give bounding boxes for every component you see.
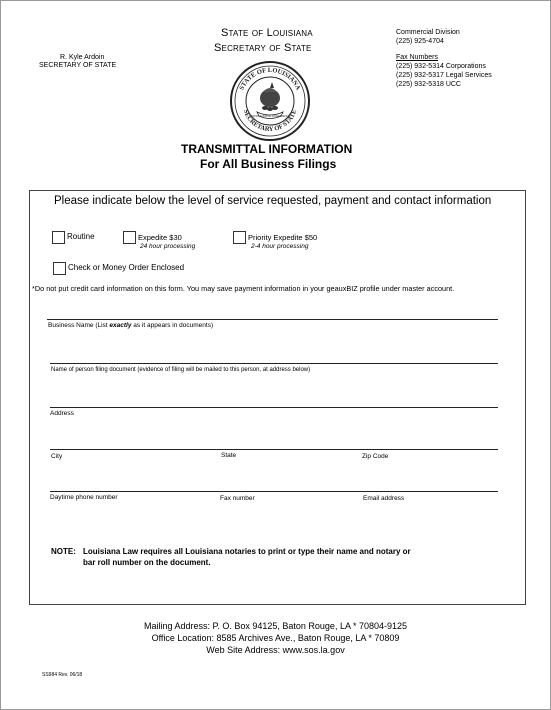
fax-legal: (225) 932-5317 Legal Services	[396, 72, 492, 79]
seal-text-bottom: SECRETARY OF STATE	[241, 108, 299, 134]
seal-ribbon: UNION JUSTICE CONFIDENCE	[249, 114, 291, 118]
expedite-sub: 24 hour processing	[140, 243, 196, 250]
check-money-order-checkbox[interactable]	[53, 262, 66, 275]
priority-expedite-sub: 2-4 hour processing	[251, 243, 309, 250]
form-box	[29, 190, 526, 605]
instruction-text: Please indicate below the level of service requested, payment and contact information	[54, 195, 492, 207]
state-seal-icon	[229, 60, 311, 142]
fax-corporations: (225) 932-5314 Corporations	[396, 63, 486, 70]
official-title: SECRETARY OF STATE	[39, 62, 117, 69]
credit-card-note: *Do not put credit card information on this form. You may save payment information in your geauxBIZ profile under master account.	[32, 284, 455, 293]
fax-number-label: Fax number	[220, 495, 255, 502]
zip-code-label: Zip Code	[362, 453, 389, 460]
official-name: R. Kyle Ardoin	[60, 54, 105, 61]
priority-expedite-label: Priority Expedite $50	[248, 233, 318, 242]
routine-checkbox[interactable]	[52, 231, 65, 244]
city-label: City	[51, 453, 63, 460]
commercial-phone: (225) 925-4704	[396, 38, 444, 45]
business-name-label-suffix: as it appears in documents)	[131, 322, 214, 329]
routine-label: Routine	[67, 232, 95, 241]
expedite-label: Expedite $30	[138, 233, 182, 242]
daytime-phone-label: Daytime phone number	[50, 494, 118, 501]
mailing-address: Mailing Address: P. O. Box 94125, Baton Rouge, LA * 70804-9125	[143, 621, 408, 631]
form-id: SS984 Rev. 06/18	[42, 672, 83, 678]
office-location: Office Location: 8585 Archives Ave., Baton Rouge, LA * 70809	[151, 633, 400, 643]
state-label: State	[221, 452, 237, 459]
person-name-label: Name of person filing document (evidence of filing will be mailed to this person, at address below)	[51, 367, 311, 373]
fax-ucc: (225) 932-5318 UCC	[396, 81, 461, 88]
person-name-line[interactable]	[50, 363, 498, 364]
state-heading: State of Louisiana	[221, 27, 313, 39]
check-money-order-label: Check or Money Order Enclosed	[68, 263, 185, 272]
office-heading: Secretary of State	[214, 42, 312, 54]
priority-expedite-checkbox[interactable]	[233, 231, 246, 244]
address-line[interactable]	[50, 407, 498, 408]
email-address-label: Email address	[363, 495, 405, 502]
contact-line[interactable]	[50, 491, 498, 492]
page-subtitle: For All Business Filings	[200, 157, 337, 171]
business-name-line[interactable]	[47, 319, 498, 320]
address-label: Address	[50, 410, 74, 417]
city-state-zip-line[interactable]	[50, 449, 498, 450]
fax-heading: Fax Numbers	[396, 54, 439, 61]
business-name-label-prefix: Business Name (List	[48, 322, 110, 329]
page-title: TRANSMITTAL INFORMATION	[181, 142, 353, 156]
business-name-label-emphasis: exactly	[109, 322, 132, 329]
note-line-2: bar roll number on the document.	[83, 558, 211, 567]
seal-text-top: STATE OF LOUISIANA	[238, 66, 302, 92]
expedite-checkbox[interactable]	[123, 231, 136, 244]
note-line-1: Louisiana Law requires all Louisiana notaries to print or type their name and notary or	[83, 547, 411, 556]
website-address: Web Site Address: www.sos.la.gov	[206, 645, 345, 655]
commercial-division: Commercial Division	[396, 29, 460, 36]
note-label: NOTE:	[51, 547, 76, 556]
business-name-label	[48, 322, 213, 329]
